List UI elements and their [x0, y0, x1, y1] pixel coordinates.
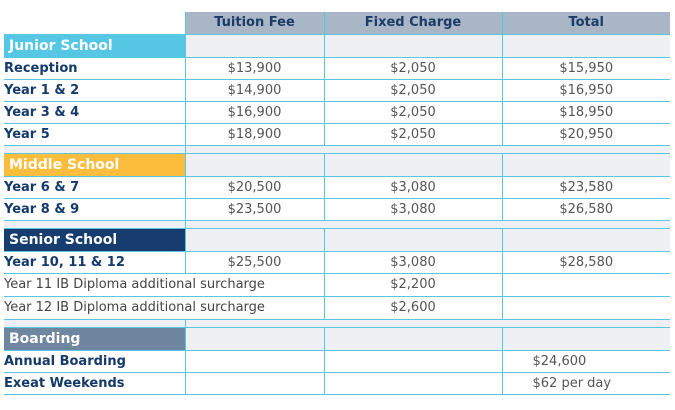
total-value: $24,600 — [502, 351, 670, 373]
total-value: $20,950 — [502, 124, 670, 146]
table-row — [4, 351, 670, 373]
header-fixed-charge: Fixed Charge — [324, 12, 502, 35]
header-tuition-fee: Tuition Fee — [185, 12, 324, 35]
surcharge-value: $2,200 — [324, 274, 502, 297]
section-title-middle: Middle School — [4, 154, 185, 177]
header-total: Total — [502, 12, 670, 35]
total-value: $62 per day — [502, 373, 670, 395]
row-label: Year 8 & 9 — [4, 199, 185, 221]
fixed-charge-value: $2,050 — [324, 102, 502, 124]
section-spacer — [4, 221, 670, 229]
table-row — [4, 373, 670, 395]
section-senior — [4, 229, 670, 252]
surcharge-row — [4, 297, 670, 320]
section-spacer — [4, 320, 670, 328]
row-label: Exeat Weekends — [4, 373, 185, 395]
total-value: $18,950 — [502, 102, 670, 124]
table-row — [4, 80, 670, 102]
section-middle — [4, 154, 670, 177]
section-title-boarding: Boarding — [4, 328, 185, 351]
section-boarding — [4, 328, 670, 351]
row-label: Year 3 & 4 — [4, 102, 185, 124]
surcharge-label: Year 12 IB Diploma additional surcharge — [4, 297, 324, 320]
table-row — [4, 177, 670, 199]
row-label: Year 10, 11 & 12 — [4, 252, 185, 274]
fixed-charge-value: $2,050 — [324, 124, 502, 146]
total-value: $15,950 — [502, 58, 670, 80]
section-title-junior: Junior School — [4, 35, 185, 58]
fixed-charge-value: $3,080 — [324, 252, 502, 274]
tuition-value: $23,500 — [185, 199, 324, 221]
tuition-value: $14,900 — [185, 80, 324, 102]
fixed-charge-value: $3,080 — [324, 177, 502, 199]
school-fees-table — [4, 12, 670, 395]
row-label: Annual Boarding — [4, 351, 185, 373]
table-row — [4, 252, 670, 274]
total-value: $28,580 — [502, 252, 670, 274]
surcharge-row — [4, 274, 670, 297]
total-value: $26,580 — [502, 199, 670, 221]
row-label: Reception — [4, 58, 185, 80]
header-blank-cell — [4, 12, 185, 35]
surcharge-label: Year 11 IB Diploma additional surcharge — [4, 274, 324, 297]
table-row — [4, 124, 670, 146]
tuition-value: $18,900 — [185, 124, 324, 146]
row-label: Year 1 & 2 — [4, 80, 185, 102]
tuition-value: $25,500 — [185, 252, 324, 274]
total-value: $23,580 — [502, 177, 670, 199]
total-value: $16,950 — [502, 80, 670, 102]
fixed-charge-value: $2,050 — [324, 80, 502, 102]
fixed-charge-value: $3,080 — [324, 199, 502, 221]
tuition-value: $16,900 — [185, 102, 324, 124]
tuition-value: $13,900 — [185, 58, 324, 80]
tuition-value: $20,500 — [185, 177, 324, 199]
table-row — [4, 102, 670, 124]
table-row — [4, 58, 670, 80]
surcharge-value: $2,600 — [324, 297, 502, 320]
header-row — [4, 12, 670, 35]
fixed-charge-value: $2,050 — [324, 58, 502, 80]
section-spacer — [4, 146, 670, 154]
row-label: Year 5 — [4, 124, 185, 146]
table-row — [4, 199, 670, 221]
row-label: Year 6 & 7 — [4, 177, 185, 199]
section-junior — [4, 35, 670, 58]
section-title-senior: Senior School — [4, 229, 185, 252]
